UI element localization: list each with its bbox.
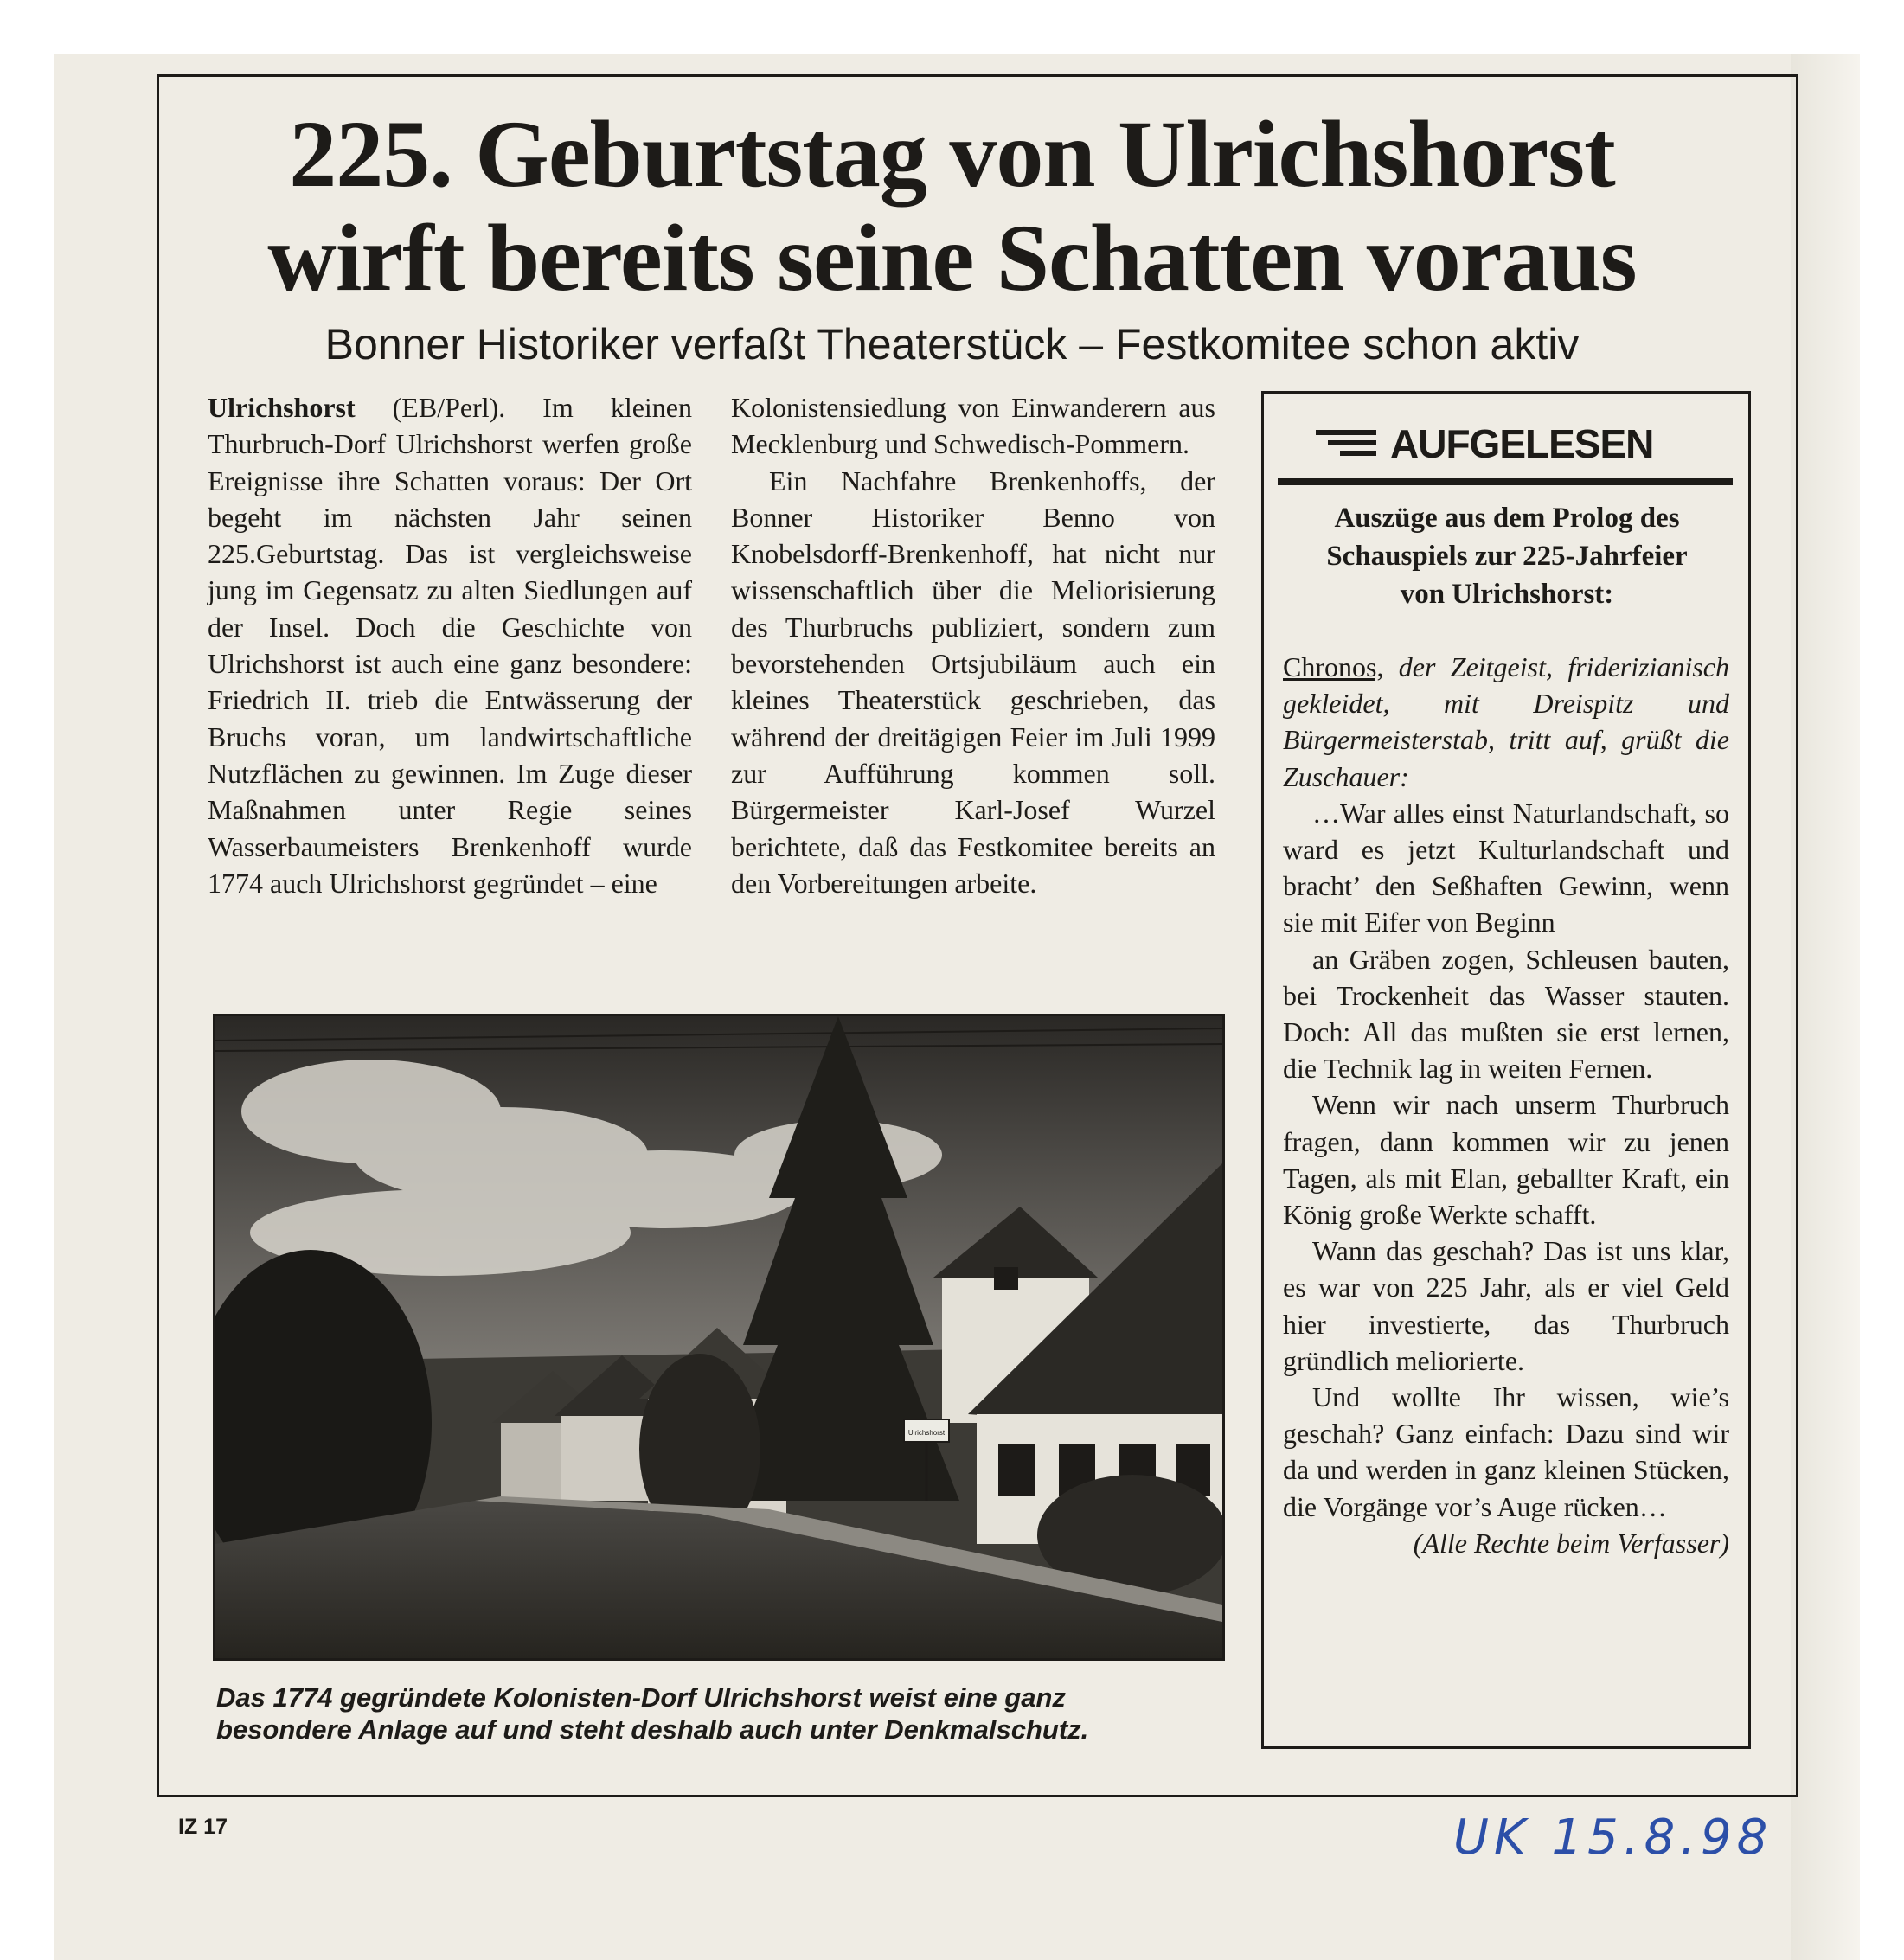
sidebar-subtitle [1281, 499, 1733, 613]
verse-stanza: Wenn wir nach unserm Thurbruch fragen, dann kommen wir zu jenen Tagen, als mit Elan, geballter Kraft, ein König große Werkte schafft. [1283, 1089, 1729, 1231]
sidebar-rule [1278, 478, 1733, 485]
article-text: (EB/Perl). Im kleinen Thurbruch-Dorf Ulrichshorst werfen große Ereignisse ihre Schatten voraus: Der Ort begeht im nächsten Jahr seinen 225.Geburtstag. Das ist vergleichsweise jung im Gegensatz zu alten Siedlungen auf der Insel. Doch die Geschichte von Ulrichshorst ist auch eine ganz besondere: Friedrich II. trieb die Entwässerung der Bruchs voran, um landwirtschaftliche Nutzflächen zu gewinnen. Im Zuge dieser Maßnahmen unter Regie seines Wasserbaumeisters Brenkenhoff wurde 1774 auch Ulrichshorst gegründet – eine [208, 392, 692, 899]
article-paragraph: Ein Nachfahre Brenkenhoffs, der Bonner Historiker Benno von Knobelsdorff-Brenkenhoff, hat nicht nur wissenschaftlich über die Meliorisierung des Thurbruchs publiziert, sondern zum bevorstehenden Ortsjubiläum auch ein kleines Theaterstück geschrieben, das während der dreitägigen Feier im Juli 1999 zur Aufführung kommen soll. Bürgermeister Karl-Josef Wurzel berichtete, daß das Festkomitee bereits an den Vorbereitungen arbeite. [731, 464, 1215, 899]
village-street-illustration [215, 1016, 1222, 1658]
verse-stanza: …War alles einst Naturlandschaft, so ward es jetzt Kulturlandschaft und bracht’ den Seßhaften Gewinn, wenn sie mit Eifer von Beginn [1283, 797, 1729, 938]
stage-direction-text: der Zeitgeist, friderizianisch gekleidet, mit Dreispitz und Bürgermeisterstab, tritt auf, grüßt die Zuschauer: [1283, 651, 1729, 792]
page-label: IZ 17 [178, 1815, 228, 1839]
stage-direction [1283, 649, 1729, 795]
verse-stanza: Wann das geschah? Das ist uns klar, es war von 225 Jahr, als er viel Geld hier investierte, das Thurbruch gründlich meliorierte. [1283, 1235, 1729, 1376]
copyright-credit: (Alle Rechte beim Verfasser) [1413, 1527, 1729, 1559]
sidebar-subtitle-line-3: von Ulrichshorst: [1400, 579, 1614, 610]
article-paragraph: Kolonistensiedlung von Einwanderern aus Mecklenburg und Schwedisch-Pommern. [731, 392, 1215, 460]
sidebar-subtitle-line-2: Schauspiels zur 225-Jahrfeier [1326, 541, 1688, 572]
village-street-photo [213, 1014, 1225, 1661]
aufgelesen-sidebar [1261, 391, 1751, 1749]
handwritten-date-note: UK 15.8.98 [1453, 1809, 1773, 1866]
prolog-text [1283, 649, 1729, 1561]
article-column-1 [208, 389, 692, 901]
speaker-name: Chronos, [1283, 651, 1384, 682]
headline-line-1: 225. Geburtstag von Ulrichshorst [289, 101, 1615, 207]
verse-stanza: an Gräben zogen, Schleusen bauten, bei Trockenheit das Wasser stauten. Doch: All das mußten sie erst lernen, die Technik lag in weiten Fernen. [1283, 943, 1729, 1085]
article-paragraph [208, 389, 692, 901]
sidebar-header [1316, 418, 1714, 470]
sidebar-title: AUFGELESEN [1390, 421, 1654, 466]
photo-caption-line-2: besondere Anlage auf und steht deshalb auch unter Denkmalschutz. [216, 1714, 1089, 1745]
subheadline: Bonner Historiker verfaßt Theaterstück – Festkomitee schon aktiv [324, 320, 1580, 368]
dateline-place: Ulrichshorst [208, 392, 356, 423]
headline [0, 102, 1904, 310]
speed-lines-icon [1316, 428, 1376, 459]
article-column-2 [731, 389, 1215, 901]
photo-caption [216, 1681, 1225, 1745]
town-sign-text: Ulrichshorst [907, 1429, 946, 1437]
photo-caption-line-1: Das 1774 gegründete Kolonisten-Dorf Ulrichshorst weist eine ganz [216, 1682, 1066, 1713]
verse-stanza: Und wollte Ihr wissen, wie’s geschah? Ganz einfach: Dazu sind wir da und werden in ganz kleinen Stücken, die Vorgänge vor’s Auge rücken… [1283, 1381, 1729, 1522]
sidebar-subtitle-line-1: Auszüge aus dem Prolog des [1334, 503, 1680, 534]
headline-line-2: wirft bereits seine Schatten voraus [267, 205, 1637, 311]
